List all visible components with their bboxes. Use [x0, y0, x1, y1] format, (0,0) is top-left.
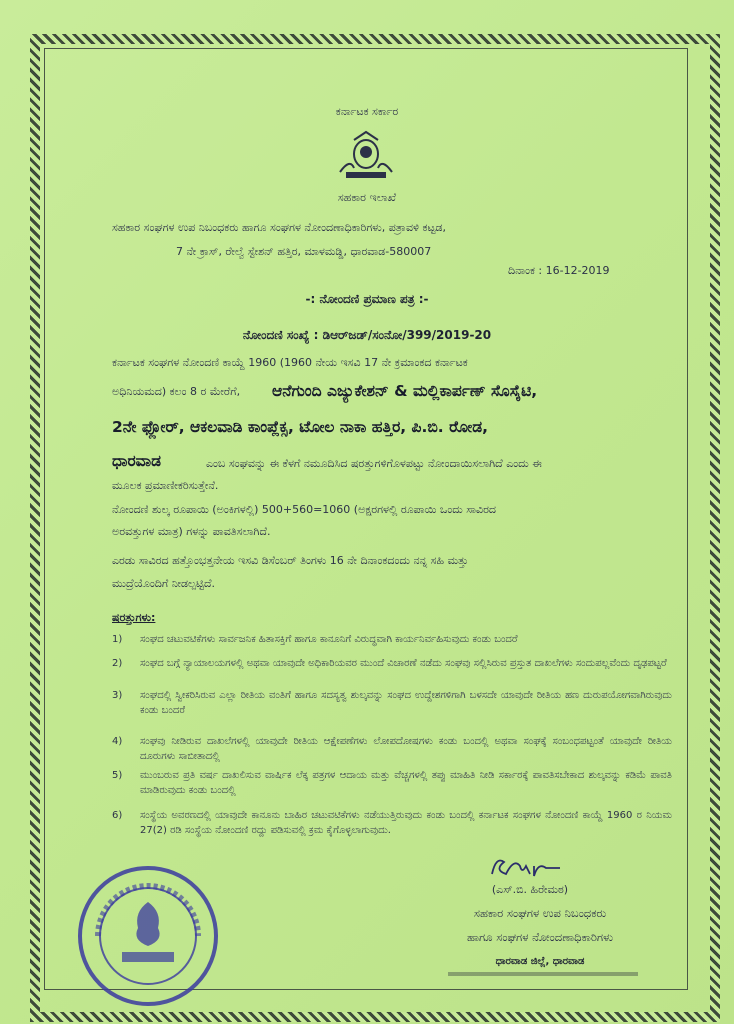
- certificate-title: -: ನೋಂದಣಿ ಪ್ರಮಾಣ ಪತ್ರ :-: [305, 292, 429, 306]
- intro-line-2: ಅಧಿನಿಯಮದ) ಕಲಂ 8 ರ ಮೇರೆಗೆ,: [112, 385, 241, 398]
- officer-signature: [486, 852, 566, 882]
- society-name: ಆನೆಗುಂದಿ ಎಜ್ಯುಕೇಶನ್ & ಮಲ್ಲಿಕಾರ್ಪಣ್ ಸೊಸೈಟಿ,: [272, 382, 538, 400]
- society-city: ಧಾರವಾಡ: [112, 452, 161, 470]
- issue-date: ದಿನಾಂಕ : 16-12-2019: [508, 264, 610, 277]
- stamp-line: ಧಾರವಾಡ ಜಿಲ್ಲೆ, ಧಾರವಾಡ: [495, 956, 585, 967]
- signatory-title-1: ಸಹಕಾರ ಸಂಘಗಳ ಉಪ ನಿಬಂಧಕರು: [473, 906, 607, 920]
- intro-suffix: ಎಂಬ ಸಂಘವನ್ನು ಈ ಕೆಳಗೆ ನಮೂದಿಸಿದ ಷರತ್ತುಗಳಿಗೊಳಪಟ್ಟು ನೋಂದಾಯಿಸಲಾಗಿದೆ ಎಂದು ಈ: [206, 457, 542, 470]
- stamp-smudge: [448, 972, 638, 976]
- condition-item: 3) ಸಂಘದಲ್ಲಿ ಸ್ವೀಕರಿಸಿರುವ ಎಲ್ಲಾ ರೀತಿಯ ವಂತಿಗೆ ಹಾಗೂ ಸದಸ್ಯತ್ವ ಶುಲ್ಕವನ್ನು ಸಂಘದ ಉದ್ದೇಶಗಳಿಗಾಗಿ ಬಳಸದೇ ಯಾವುದೇ ರೀತಿಯ ಹಣ ದುರುಪಯೋಗವಾಗಿರುವುದು ಕಂಡು ಬಂದರೆ: [112, 690, 672, 716]
- intro-end: ಮೂಲಕ ಪ್ರಮಾಣೀಕರಿಸುತ್ತೇನೆ.: [112, 479, 219, 492]
- fee-line-2: ಅರವತ್ತುಗಳ ಮಾತ್ರ) ಗಳನ್ನು ಪಾವತಿಸಲಾಗಿದೆ.: [112, 525, 271, 538]
- conditions-heading: ಷರತ್ತುಗಳು:: [112, 611, 156, 624]
- registration-number: ನೋಂದಣಿ ಸಂಖ್ಯೆ : ಡಿಆರ್‌ಜಡ್/ಸಂನೋ/399/2019-20: [242, 328, 492, 342]
- condition-item: 6) ಸಂಸ್ಥೆಯ ಅವರಣದಲ್ಲಿ ಯಾವುದೇ ಕಾನೂನು ಬಾಹಿರ ಚಟುವಟಿಕೆಗಳು ನಡೆಯುತ್ತಿರುವುದು ಕಂಡು ಬಂದಲ್ಲಿ ಕರ್ನಾಟಕ ಸಂಘಗಳ ನೋಂದಣಿ ಕಾಯ್ದೆ 1960 ರ ನಿಯಮ 27(2) ರಡಿ ಸಂಸ್ಥೆಯ ನೋಂದಣಿ ರದ್ದು ಪಡಿಸುವಲ್ಲಿ ಕ್ರಮ ಕೈಗೊಳ್ಳಲಾಗುವುದು.: [112, 810, 672, 836]
- society-address: 2ನೇ ಫ್ಲೋರ್, ಆಕಲವಾಡಿ ಕಾಂಪ್ಲೆಕ್ಸ, ಟೋಲ ನಾಕಾ ಹತ್ತಿರ, ಪಿ.ಬಿ. ರೋಡ,: [112, 418, 489, 436]
- government-heading: ಕರ್ನಾಟಕ ಸರ್ಕಾರ: [335, 105, 399, 118]
- signatory-title-2: ಹಾಗೂ ಸಂಘಗಳ ನೋಂದಣಾಧಿಕಾರಿಗಳು: [466, 930, 614, 944]
- department-heading: ಸಹಕಾರ ಇಲಾಖೆ: [337, 191, 397, 204]
- official-seal-icon: [74, 862, 222, 1010]
- condition-item: 4) ಸಂಘವು ನೀಡಿರುವ ದಾಖಲೆಗಳಲ್ಲಿ ಯಾವುದೇ ರೀತಿಯ ಆಕ್ಷೇಪಣೆಗಳು ಲೋಪದೋಷಗಳು ಕಂಡು ಬಂದಲ್ಲಿ ಅಥವಾ ಸಂಘಕ್ಕೆ ಸಂಬಂಧಪಟ್ಟಂತೆ ಯಾವುದೇ ರೀತಿಯ ದೂರುಗಳು ಸಾಬೀತಾದಲ್ಲಿ: [112, 736, 672, 762]
- condition-item: 2) ಸಂಘದ ಬಗ್ಗೆ ನ್ಯಾಯಾಲಯಗಳಲ್ಲಿ ಅಥವಾ ಯಾವುದೇ ಅಧಿಕಾರಿಯವರ ಮುಂದೆ ವಿಚಾರಣೆ ನಡೆದು ಸಂಘವು ಸಲ್ಲಿಸಿರುವ ಪ್ರಸ್ತುತ ದಾಖಲೆಗಳು ಸಂದುಪಲ್ಲವೆಂದು ದೃಢಪಟ್ಟರೆ: [112, 658, 667, 669]
- condition-item: 1) ಸಂಘದ ಚಟುವಟಿಕೆಗಳು ಸಾರ್ವಜನಿಕ ಹಿತಾಸಕ್ತಿಗೆ ಹಾಗೂ ಕಾನೂನಿಗೆ ವಿರುದ್ಧವಾಗಿ ಕಾರ್ಯನಿರ್ವಹಿಸುವುದು ಕಂಡು ಬಂದರೆ: [112, 634, 518, 645]
- condition-item: 5) ಮುಂಬರುವ ಪ್ರತಿ ವರ್ಷ ದಾಖಲಿಸುವ ವಾರ್ಷಿಕ ಲೆಕ್ಕ ಪತ್ರಗಳ ಆದಾಯ ಮತ್ತು ವೆಚ್ಚಗಳಲ್ಲಿ ತಪ್ಪು ಮಾಹಿತಿ ನೀಡಿ ಸರ್ಕಾರಕ್ಕೆ ಪಾವತಿಸಬೇಕಾದ ಶುಲ್ಕವನ್ನು ಕಡಿಮೆ ಪಾವತಿ ಮಾಡಿರುವುದು ಕಂಡು ಬಂದಲ್ಲಿ: [112, 770, 672, 796]
- state-emblem-icon: [334, 128, 398, 184]
- office-address-line-1: ಸಹಕಾರ ಸಂಘಗಳ ಉಪ ನಿಬಂಧಕರು ಹಾಗೂ ಸಂಘಗಳ ನೋಂದಣಾಧಿಕಾರಿಗಳು, ಪತ್ರಾವಳಿ ಕಟ್ಟಡ,: [112, 221, 446, 234]
- fee-line-1: ನೋಂದಣಿ ಶುಲ್ಕ ರೂಪಾಯಿ (ಅಂಕಿಗಳಲ್ಲಿ) 500+560=1060 (ಅಕ್ಷರಗಳಲ್ಲಿ ರೂಪಾಯಿ ಒಂದು ಸಾವಿರದ: [112, 503, 497, 516]
- intro-line-1: ಕರ್ನಾಟಕ ಸಂಘಗಳ ನೋಂದಣಿ ಕಾಯ್ದೆ 1960 (1960 ನೇಯ ಇಸವಿ 17 ನೇ ಕ್ರಮಾಂಕದ ಕರ್ನಾಟಕ: [112, 356, 468, 369]
- issue-date-line-2: ಮುದ್ರೆಯೊಂದಿಗೆ ನೀಡಲ್ಪಟ್ಟಿದೆ.: [112, 577, 215, 590]
- office-address-line-2: 7 ನೇ ಕ್ರಾಸ್, ರೇಲ್ವೆ ಸ್ಟೇಶನ್ ಹತ್ತಿರ, ಮಾಳಮಡ್ಡಿ, ಧಾರವಾಡ-580007: [176, 245, 432, 258]
- signatory-name: (ಎಸ್.ಬಿ. ಹಿರೇಮಠ): [491, 883, 569, 896]
- issue-date-line-1: ಎರಡು ಸಾವಿರದ ಹತ್ತೊಂಭತ್ತನೇಯ ಇಸವಿ ಡಿಸೆಂಬರ್ ತಿಂಗಳು 16 ನೇ ದಿನಾಂಕದಂದು ನನ್ನ ಸಹಿ ಮತ್ತು: [112, 554, 469, 567]
